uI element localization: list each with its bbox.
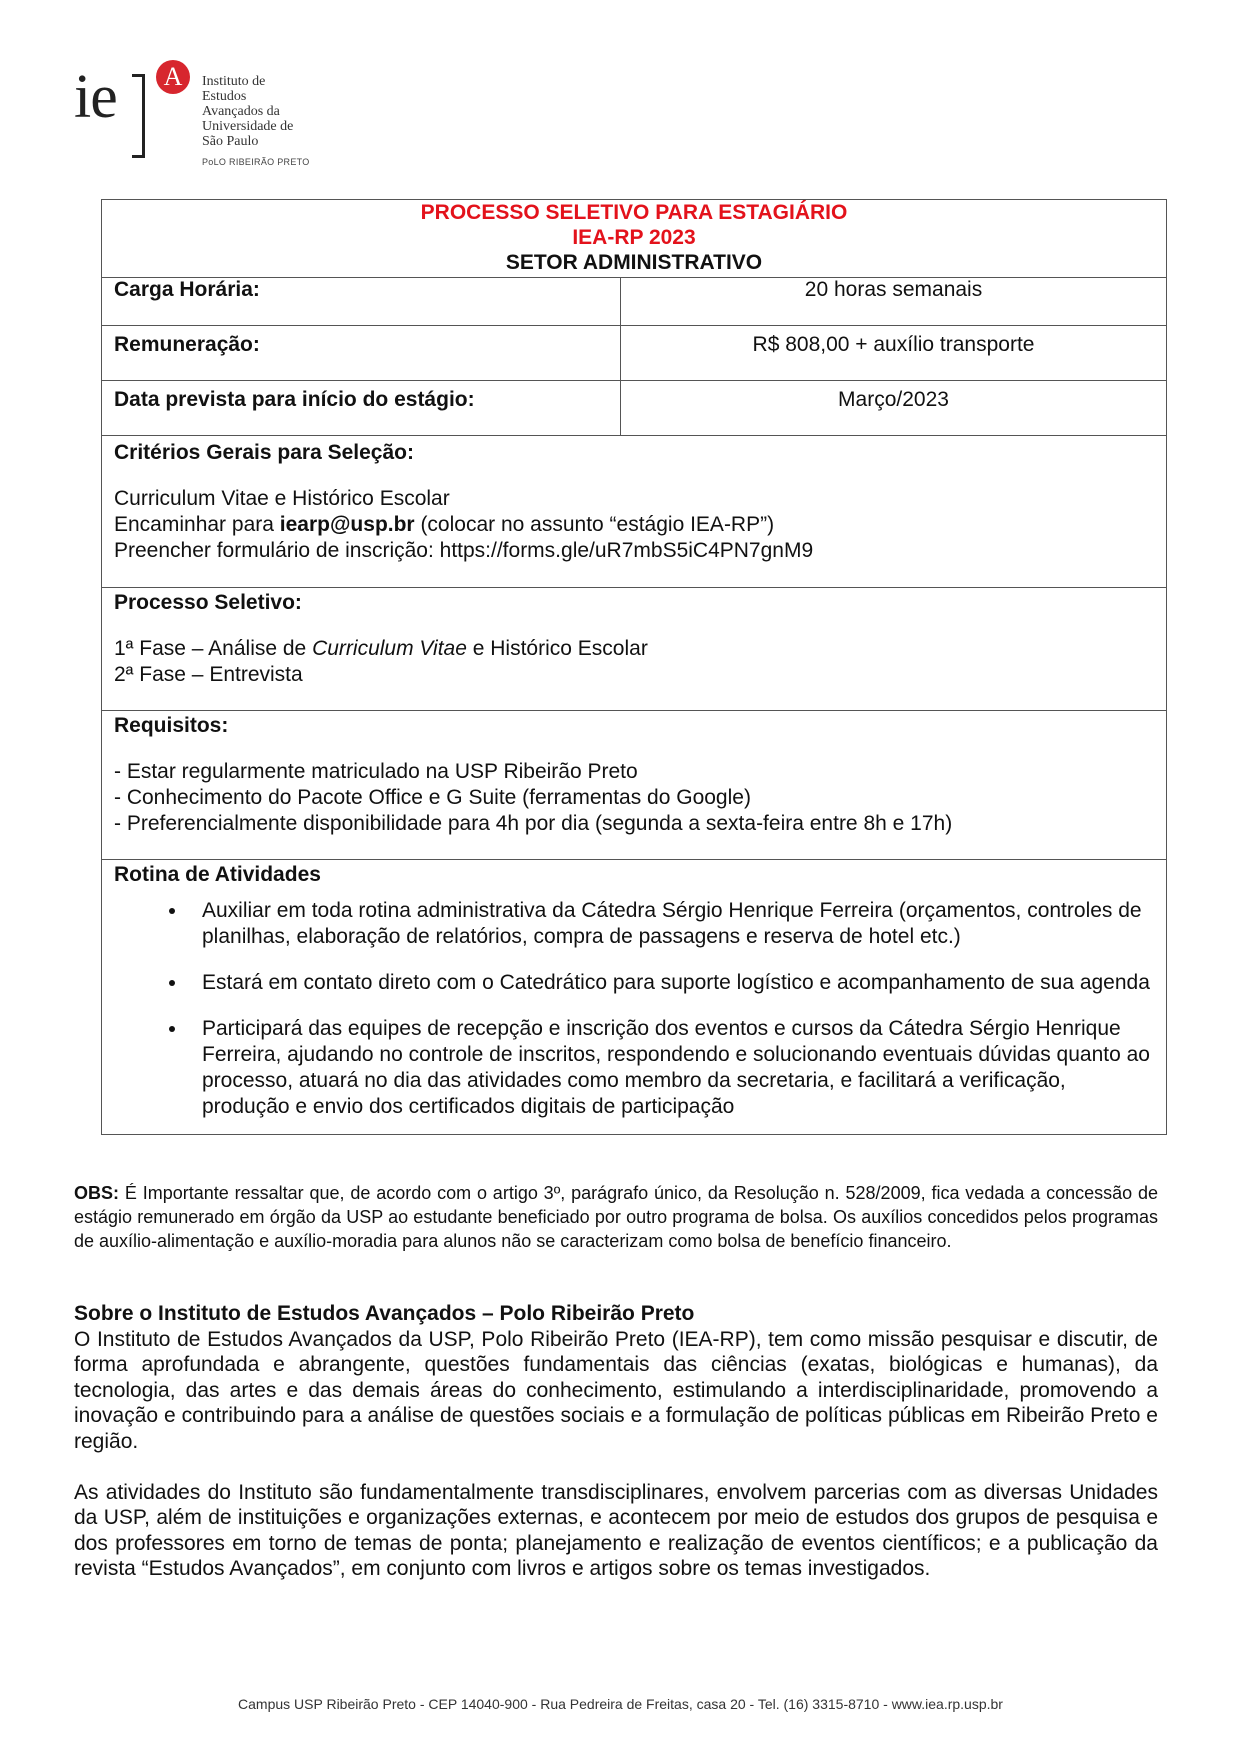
logo-circle-a: A xyxy=(156,60,190,94)
list-item: - Estar regularmente matriculado na USP Ribeirão Preto xyxy=(114,760,638,783)
criterios-title: Critérios Gerais para Seleção: xyxy=(114,441,414,464)
row-value: Março/2023 xyxy=(621,381,1167,436)
about-section xyxy=(74,1301,1158,1582)
table-header xyxy=(102,200,1167,278)
list-item: - Preferencialmente disponibilidade para 4h por dia (segunda a sexta-feira entre 8h e 17h) xyxy=(114,812,953,835)
criterios-form-line: Preencher formulário de inscrição: https://forms.gle/uR7mbS5iC4PN7gnM9 xyxy=(114,539,814,562)
logo-bracket xyxy=(132,74,145,158)
processo-fase-1: 1ª Fase – Análise de Curriculum Vitae e Histórico Escolar xyxy=(114,637,648,660)
processo-title: Processo Seletivo: xyxy=(114,591,302,614)
list-item: • Participará das equipes de recepção e inscrição dos eventos e cursos da Cátedra Sérgio Henrique Ferreira, ajudando no controle de inscritos, respondendo e solucionando eventuais dúvidas quanto ao processo, atuará no dia das atividades como membro da secretaria, e facilitará a verificação, produção e envio dos certificados digitais de participação xyxy=(188,1016,1154,1120)
criterios-section xyxy=(102,436,1167,588)
criterios-email-line: Encaminhar para iearp@usp.br (colocar no assunto “estágio IEA-RP”) xyxy=(114,513,775,536)
about-paragraph-2: As atividades do Instituto são fundamentalmente transdisciplinares, envolvem parcerias com as diversas Unidades da USP, além de instituições e organizações externas, e acontecem por meio de estudos dos grupos de pesquisa e dos professores em torno de temas de ponta; planejamento e realização de eventos científicos; e a publicação da revista “Estudos Avançados”, em conjunto com livros e artigos sobre os temas investigados. xyxy=(74,1480,1158,1581)
obs-text: É Importante ressaltar que, de acordo com o artigo 3º, parágrafo único, da Resolução n. 528/2009, fica vedada a concessão de estágio remunerado em órgão da USP ao estudante beneficiado por outro programa de bolsa. Os auxílios concedidos pelos programas de auxílio-alimentação e auxílio-moradia para alunos não se caracterizam como bolsa de benefício financeiro. xyxy=(74,1183,1158,1251)
logo-institute-name: Instituto de Estudos Avançados da Universidade de São Paulo xyxy=(202,74,294,149)
list-item: - Conhecimento do Pacote Office e G Suite (ferramentas do Google) xyxy=(114,786,751,809)
table-row xyxy=(102,278,1167,326)
header-title: PROCESSO SELETIVO PARA ESTAGIÁRIO xyxy=(420,201,848,224)
logo-ie-mark: ie xyxy=(74,63,117,131)
iea-logo xyxy=(74,54,314,174)
header-sector: SETOR ADMINISTRATIVO xyxy=(505,251,763,274)
row-value: 20 horas semanais xyxy=(621,278,1167,326)
criterios-line: Curriculum Vitae e Histórico Escolar xyxy=(114,487,450,510)
processo-fase-2: 2ª Fase – Entrevista xyxy=(114,663,303,686)
logo-polo: PoLO RIBEIRÃO PRETO xyxy=(202,157,310,167)
list-item: • Auxiliar em toda rotina administrativa da Cátedra Sérgio Henrique Ferreira (orçamentos, controles de planilhas, elaboração de relatórios, compra de passagens e reserva de hotel etc.) xyxy=(188,898,1154,950)
header-subtitle: IEA-RP 2023 xyxy=(572,226,696,249)
about-heading: Sobre o Instituto de Estudos Avançados – Polo Ribeirão Preto xyxy=(74,1302,695,1325)
obs-note xyxy=(74,1181,1158,1253)
page-footer: Campus USP Ribeirão Preto - CEP 14040-900 - Rua Pedreira de Freitas, casa 20 - Tel. (16) 3315-8710 - www.iea.rp.usp.br xyxy=(238,1696,1003,1712)
contact-email: iearp@usp.br xyxy=(279,513,415,536)
list-item: • Estará em contato direto com o Catedrático para suporte logístico e acompanhamento de sua agenda xyxy=(188,970,1154,996)
rotina-list xyxy=(114,898,1154,1120)
obs-label: OBS: xyxy=(74,1183,119,1203)
row-label: Remuneração: xyxy=(102,326,621,381)
rotina-title: Rotina de Atividades xyxy=(114,863,321,886)
row-label: Carga Horária: xyxy=(102,278,621,326)
job-table xyxy=(101,199,1167,1135)
requisitos-section xyxy=(102,711,1167,860)
table-row xyxy=(102,326,1167,381)
row-value: R$ 808,00 + auxílio transporte xyxy=(621,326,1167,381)
rotina-section xyxy=(102,860,1167,1135)
processo-section xyxy=(102,588,1167,711)
about-paragraph-1: O Instituto de Estudos Avançados da USP, Polo Ribeirão Preto (IEA-RP), tem como missão pesquisar e discutir, de forma aprofundada e abrangente, questões fundamentais das ciências (exatas, biológicas e humanas), da tecnologia, das artes e das demais áreas do conhecimento, estimulando a interdisciplinaridade, promovendo a inovação e contribuindo para a análise de questões sociais e a formulação de políticas públicas em Ribeirão Preto e região. xyxy=(74,1327,1158,1453)
requisitos-title: Requisitos: xyxy=(114,714,229,737)
row-label: Data prevista para início do estágio: xyxy=(102,381,621,436)
table-row xyxy=(102,381,1167,436)
